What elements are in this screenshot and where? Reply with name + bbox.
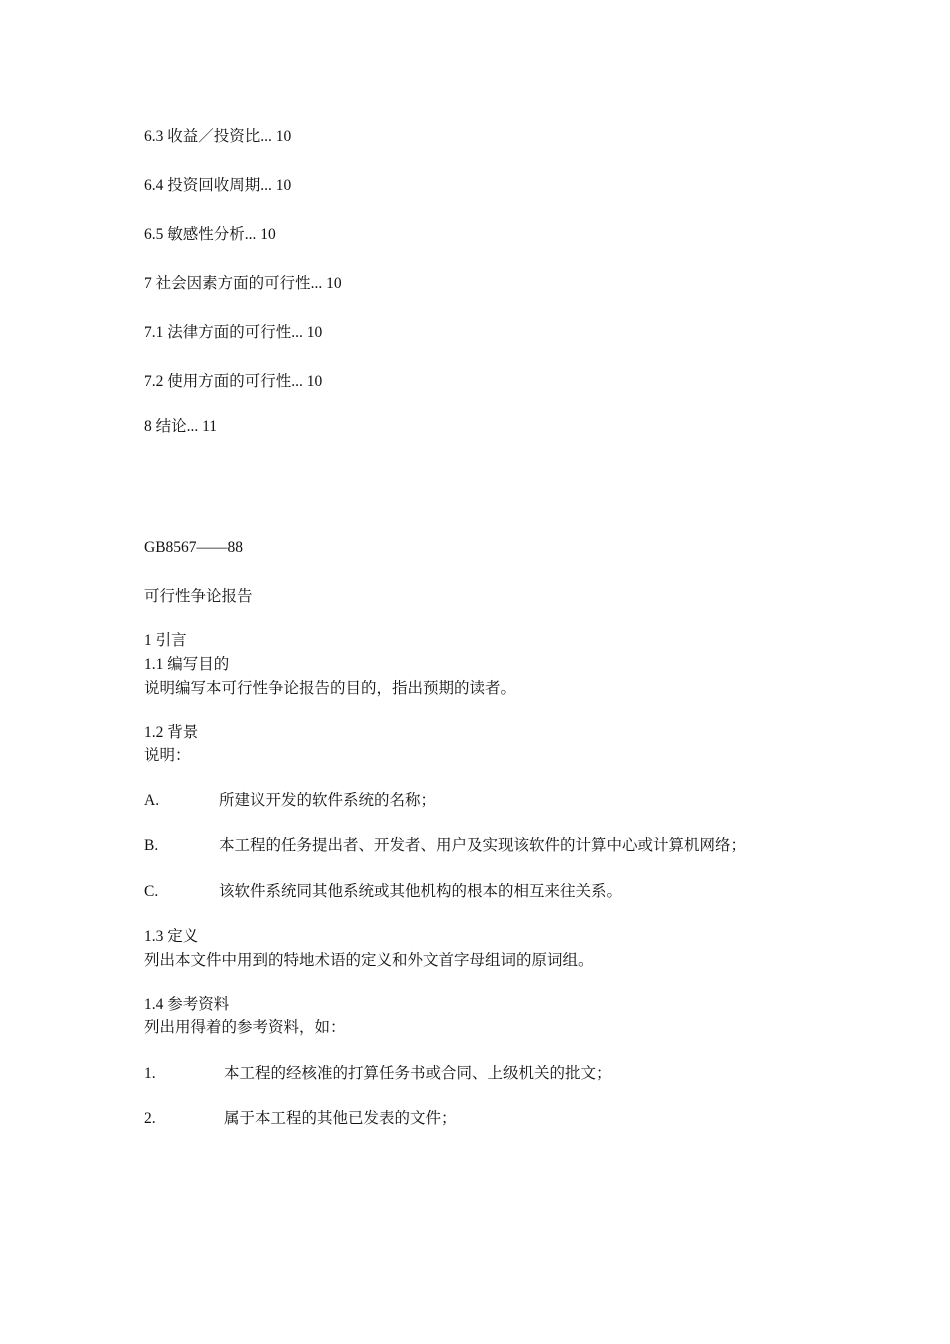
section-1-3-text: 列出本文件中用到的特地术语的定义和外文首字母组词的原词组。 (144, 952, 594, 969)
section-1-3-heading: 1.3 定义 (144, 928, 199, 945)
list-item-1 (144, 1064, 612, 1084)
toc-entry-6-5: 6.5 敏感性分析... 10 (144, 226, 276, 243)
list-item-2 (144, 1109, 457, 1129)
section-1-2-heading: 1.2 背景 (144, 724, 199, 741)
section-1-4-text: 列出用得着的参考资料，如： (144, 1019, 346, 1036)
list-marker: B. (144, 837, 159, 854)
toc-entry-7: 7 社会因素方面的可行性... 10 (144, 275, 342, 292)
list-marker: C. (144, 883, 159, 900)
toc-entry-8: 8 结论... 11 (144, 418, 218, 435)
list-marker: 1. (144, 1065, 156, 1082)
document-title: 可行性争论报告 (144, 588, 253, 605)
list-item-a (144, 791, 436, 811)
list-item-c (144, 882, 622, 902)
toc-entry-6-4: 6.4 投资回收周期... 10 (144, 177, 292, 194)
list-marker: 2. (144, 1110, 156, 1127)
toc-entry-7-2: 7.2 使用方面的可行性... 10 (144, 373, 323, 390)
section-1-4-heading: 1.4 参考资料 (144, 996, 230, 1013)
toc-entry-6-3: 6.3 收益／投资比... 10 (144, 128, 292, 145)
list-item-text: 本工程的经核准的打算任务书或合同、上级机关的批文； (224, 1065, 612, 1082)
standard-code: GB8567——88 (144, 539, 244, 556)
list-marker: A. (144, 792, 160, 809)
list-item-text: 本工程的任务提出者、开发者、用户及实现该软件的计算中心或计算机网络； (219, 837, 747, 854)
list-item-b (144, 836, 746, 856)
list-item-text: 该软件系统同其他系统或其他机构的根本的相互来往关系。 (219, 883, 623, 900)
toc-entry-7-1: 7.1 法律方面的可行性... 10 (144, 324, 323, 341)
section-1-heading: 1 引言 (144, 632, 187, 649)
section-1-1-heading: 1.1 编写目的 (144, 656, 230, 673)
section-1-1-text: 说明编写本可行性争论报告的目的，指出预期的读者。 (144, 680, 517, 697)
list-item-text: 属于本工程的其他已发表的文件； (224, 1110, 457, 1127)
list-item-text: 所建议开发的软件系统的名称； (219, 792, 437, 809)
section-1-2-text: 说明： (144, 747, 191, 764)
